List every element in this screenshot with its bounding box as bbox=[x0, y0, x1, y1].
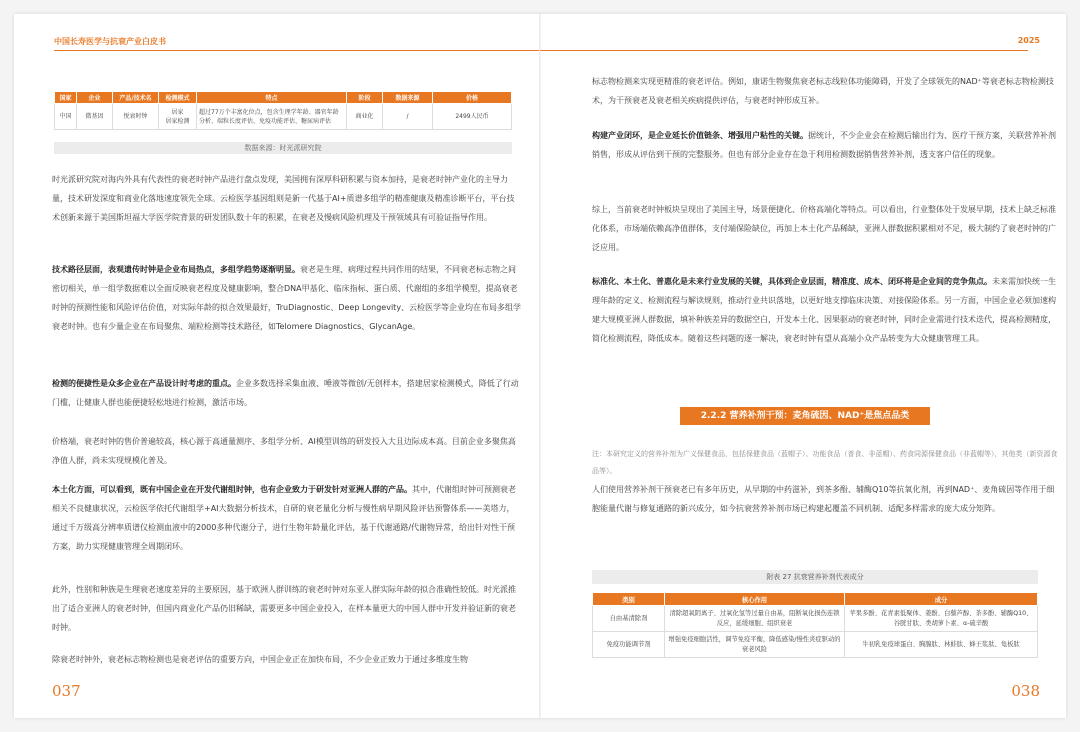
table-cell: 中国 bbox=[55, 104, 77, 130]
paragraph: 时光派研究院对海内外具有代表性的衰老时钟产品进行盘点发现，美国拥有深厚科研积累与资本加持，是衰老时钟产业化的主导力量，技术研发深度和商业化落地速度领先全球。云检医学基因组则是新一代基于AI+质谱多组学的精准健康及精准诊断平台，平台技术创新来源于美国斯坦福大学医学院背景的研发团队数十年的积累，在衰老及慢病风险机理及干预领域具有可验证指导作用。 bbox=[52, 175, 515, 222]
table-row bbox=[593, 606, 1038, 632]
table-cell: 商业化 bbox=[347, 104, 383, 130]
table-header-cell: 核心作用 bbox=[665, 593, 845, 606]
table-header-cell: 特点 bbox=[197, 92, 347, 104]
paragraph: 构建产业闭环，是企业延长价值链条、增强用户粘性的关键。据统计，不少企业会在检测后输出行为、医疗干预方案，关联营养补剂销售，形成从评估到干预的完整服务。但也有部分企业存在急于利用检测数据销售营养补剂，透支客户信任的现象。 bbox=[592, 131, 1056, 159]
paragraph: 技术路径层面，表观遗传时钟是企业布局热点，多组学趋势逐渐明显。衰老是生理、病理过程共同作用的结果，不同衰老标志物之间密切相关，单一组学数据难以全面反映衰老程度及健康影响，整合DNA甲基化、临床指标、蛋白质、代谢组的多组学模型，提高衰老时钟的预测性能和风险评估价值，对实际年龄的拟合效果最好，TruDiagnostic、Deep Longevity、云检医学等企业均在布局多组学衰老时钟。也有少量企业在布局聚焦、端粒检测等技术路径，如Telomere Diagnostics、GlycanAge。 bbox=[52, 265, 522, 331]
table-header-cell: 检测模式 bbox=[159, 92, 197, 104]
table-cell: 免疫功能调节剂 bbox=[593, 632, 665, 658]
table-source-note: 数据来源：时光派研究院 bbox=[54, 142, 512, 154]
paragraph: 本土化方面，可以看到，既有中国企业在开发代谢组时钟，也有企业致力于研发针对亚洲人群的产品。其中，代谢组时钟可预测衰老相关不良健康状况，云检医学依托代谢组学+AI大数据分析技术，自研的衰老量化分析与慢性病早期风险评估预警体系——美塔力，通过千万级高分辨率质谱仪检测血液中的2000多种代谢分子，进行生物年龄量化评估，基于代谢通路/代谢物异常，给出针对性干预方案，助力实现健康管理全周期闭环。 bbox=[52, 485, 516, 551]
table-cell: 牛初乳免疫球蛋白、胸腺肽、林蛙肽、蜂王浆肽、龟板肽 bbox=[845, 632, 1038, 658]
table-cell: 自由基清除剂 bbox=[593, 606, 665, 632]
table-cell: 增强免疫细胞活性，调节免疫平衡，降低感染/慢性炎症驱动的衰老风险 bbox=[665, 632, 845, 658]
paragraph: 标志物检测来实现更精准的衰老评估。例如，康诺生物聚焦衰老标志线粒体功能障碍，开发了全球领先的NAD⁺等衰老标志物检测技术，为干预衰老及衰老相关疾病提供评估，与衰老时钟形成互补。 bbox=[592, 77, 1054, 105]
table-cell: 超过77万个丰富化位点，包含生理学年龄、器官年龄分析、端粒长度评估、免疫功能评估、糖尿病评估 bbox=[197, 104, 347, 130]
table-cell: 清除超氧阴离子、过氧化氢等过量自由基，阻断氧化损伤连锁反应，延缓细胞、组织衰老 bbox=[665, 606, 845, 632]
page-number-left: 037 bbox=[52, 682, 81, 700]
table-header-cell: 国家 bbox=[55, 92, 77, 104]
table-cell: 微基因 bbox=[77, 104, 113, 130]
paragraph: 综上，当前衰老时钟板块呈现出了美国主导，场景便捷化、价格高端化等特点。可以看出，行业整体处于发展早期，技术上缺乏标准化体系，市场端依赖高净值群体，支付端保险缺位，再加上本土化产品稀缺，亚洲人群数据积累相对不足，极大制约了衰老时钟的广泛应用。 bbox=[592, 205, 1056, 252]
ingredient-table bbox=[592, 592, 1038, 658]
table-header-cell: 产品/技术名 bbox=[113, 92, 159, 104]
product-table bbox=[54, 91, 512, 130]
table-caption: 附表 27 抗衰营养补剂代表成分 bbox=[592, 570, 1038, 584]
table-cell: 2499人民币 bbox=[433, 104, 512, 130]
paragraph: 标准化、本土化、普惠化是未来行业发展的关键，具体到企业层面，精准度、成本、闭环将是企业间的竞争焦点。未来需加快统一生理年龄的定义、检测流程与解读规则，推动行业共识落地，以更好地支撑临床决策、对接保险体系。另一方面，中国企业必须加速构建大规模亚洲人群数据，填补种族差异的数据空白，开发本土化、因果驱动的衰老时钟，同时企业需进行技术迭代，提高检测精度，简化检测流程，降低成本。随着这些问题的逐一解决，衰老时钟有望从高端小众产品转变为大众健康管理工具。 bbox=[592, 277, 1056, 343]
table-header-cell: 成分 bbox=[845, 593, 1038, 606]
table-header-cell: 价格 bbox=[433, 92, 512, 104]
table-cell: 悦衰时钟 bbox=[113, 104, 159, 130]
page-number-right: 038 bbox=[1011, 682, 1040, 700]
paragraph: 价格端，衰老时钟的售价普遍较高，核心源于高通量测序、多组学分析、AI模型训练的研发投入大且边际成本高。目前企业多聚焦高净值人群，尚未实现规模化普及。 bbox=[52, 437, 516, 465]
table-header-cell: 阶段 bbox=[347, 92, 383, 104]
section-note: 注：本研究定义的营养补剂为广义保健食品，包括保健食品（蓝帽子）、功能食品（普食、非蓝帽）、药食同源保健食品（非蓝帽等），其他类（新资源食品等）。 bbox=[592, 450, 1058, 475]
table-header-cell: 数据来源 bbox=[383, 92, 433, 104]
paragraph: 检测的便捷性是众多企业在产品设计时考虑的重点。企业多数选择采集血液、唾液等微创/无创样本，搭建居家检测模式，降低了行动门槛，让健康人群也能便捷轻松地进行检测，激活市场。 bbox=[52, 379, 519, 407]
paragraph: 人们使用营养补剂干预衰老已有多年历史，从早期的中药滋补，到茶多酚、辅酶Q10等抗氧化剂，再到NAD⁺、麦角硫因等作用于细胞能量代谢与修复通路的新兴成分，如今抗衰营养补剂市场已构建起覆盖不同机制、适配多样需求的庞大成分矩阵。 bbox=[592, 485, 1055, 513]
paragraph: 此外，性别和种族是生理衰老速度差异的主要原因，基于欧洲人群训练的衰老时钟对东亚人群实际年龄的拟合准确性较低。时光派推出了适合亚洲人的衰老时钟，但国内商业化产品仍旧稀缺，需要更多中国企业投入，在样本量更大的中国人群中开发并验证新的衰老时钟。 bbox=[52, 585, 516, 632]
table-cell: 苹果多酚、花青素低聚体、姜酚、白藜芦醇、茶多酚、辅酶Q10、谷胱甘肽、类胡萝卜素、α-硫辛酸 bbox=[845, 606, 1038, 632]
book-spread bbox=[14, 14, 1066, 718]
header-rule bbox=[54, 50, 540, 51]
table-cell: / bbox=[383, 104, 433, 130]
table-row bbox=[593, 632, 1038, 658]
right-page bbox=[540, 14, 1066, 718]
table-header-cell: 类别 bbox=[593, 593, 665, 606]
left-page bbox=[14, 14, 540, 718]
table-row bbox=[55, 104, 512, 130]
running-header-year: 2025 bbox=[1017, 36, 1040, 45]
header-rule bbox=[540, 50, 1028, 51]
paragraph: 除衰老时钟外，衰老标志物检测也是衰老评估的重要方向，中国企业正在加快布局，不少企业正致力于通过多维度生物 bbox=[52, 655, 468, 664]
table-cell: 居家 居家检测 bbox=[159, 104, 197, 130]
running-header-title: 中国长寿医学与抗衰产业白皮书 bbox=[54, 37, 166, 46]
section-heading: 2.2.2 营养补剂干预：麦角硫因、NAD⁺是焦点品类 bbox=[680, 407, 930, 425]
table-header-cell: 企业 bbox=[77, 92, 113, 104]
